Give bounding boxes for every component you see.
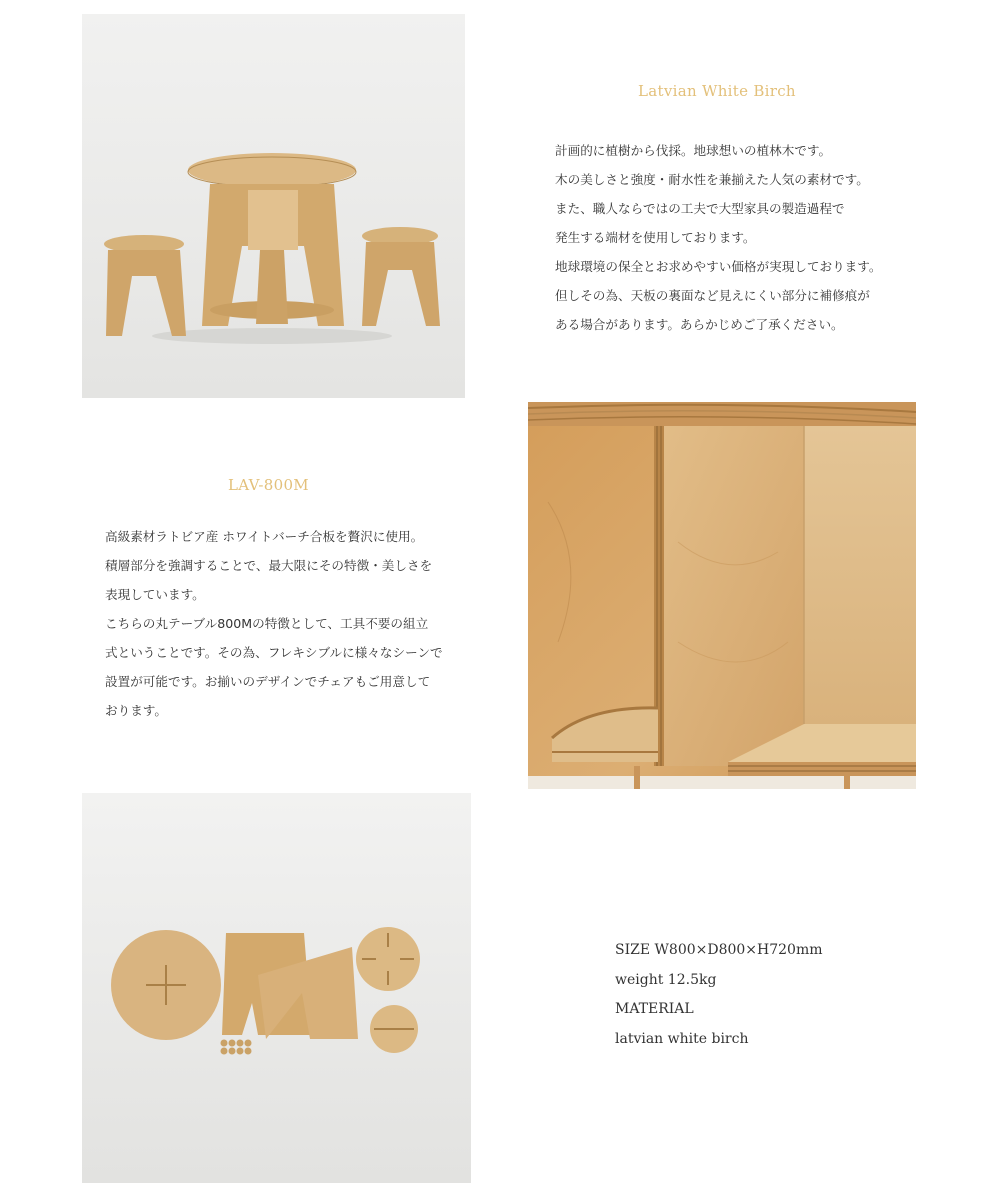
- section2-line: 積層部分を強調することで、最大限にその特徴・美しさを: [105, 558, 433, 573]
- spec-weight: weight 12.5kg: [615, 971, 717, 988]
- section1-line: また、職人ならではの工夫で大型家具の製造過程で: [555, 201, 845, 216]
- section1-line: 木の美しさと強度・耐水性を兼揃えた人気の素材です。: [555, 172, 869, 187]
- section1-line: 但しその為、天板の裏面など見えにくい部分に補修痕が: [555, 288, 870, 303]
- section1-description: [555, 136, 881, 339]
- spec-material-value: latvian white birch: [615, 1030, 749, 1047]
- section-heading-latvian-white-birch: Latvian White Birch: [638, 82, 796, 100]
- section1-line: 地球環境の保全とお求めやすい価格が実現しております。: [555, 259, 882, 274]
- product-photo-table-set: [82, 14, 465, 398]
- spec-size: SIZE W800×D800×H720mm: [615, 942, 823, 958]
- round-table: [188, 153, 356, 326]
- section2-line: おります。: [105, 703, 167, 718]
- section2-line: 設置が可能です。お揃いのデザインでチェアもご用意して: [105, 674, 431, 689]
- spec-material-label: MATERIAL: [615, 1001, 694, 1017]
- section1-line: 発生する端材を使用しております。: [555, 230, 756, 245]
- section2-description: [105, 522, 443, 725]
- section2-line: 表現しています。: [105, 587, 205, 602]
- product-photo-closeup: [528, 402, 916, 789]
- section-heading-lav-800m: LAV-800M: [228, 476, 309, 494]
- section1-line: ある場合があります。あらかじめご了承ください。: [555, 317, 844, 332]
- product-photo-parts: [82, 793, 471, 1183]
- section2-line: こちらの丸テーブル800Mの特徴として、工具不要の組立: [105, 616, 429, 631]
- section2-line: 高級素材ラトビア産 ホワイトバーチ合板を贅沢に使用。: [105, 529, 424, 544]
- product-specifications: [615, 936, 823, 1054]
- section1-line: 計画的に植樹から伐採。地球想いの植林木です。: [555, 143, 832, 158]
- section2-line: 式ということです。その為、フレキシブルに様々なシーンで: [105, 645, 443, 660]
